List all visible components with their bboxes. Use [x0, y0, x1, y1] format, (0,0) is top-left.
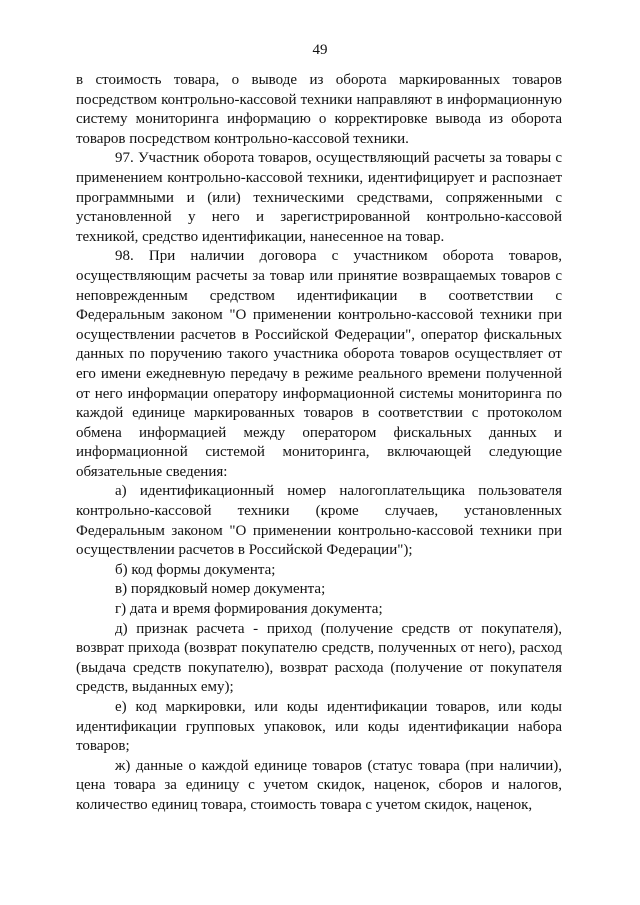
paragraph-98: 98. При наличии договора с участником оборота товаров, осуществляющим расчеты за товар или принятие возвращаемых товаров с неповрежденным средством идентификации в соответствии с Федеральным законом "О применении контрольно-кассовой техники при осуществлении расчетов в Российской Федерации", оператор фискальных данных по поручению такого участника оборота товаров осуществляет от его имени ежедневную передачу в режиме реального времени полученной от него информации оператору информационной системы мониторинга по каждой единице маркированных товаров в соответствии с протоколом обмена информацией между оператором фискальных данных и информационной системой мониторинга, включающей следующие обязательные сведения: — [76, 248, 562, 480]
list-item-v: в) порядковый номер документа; — [115, 581, 326, 598]
page-number: 49 — [312, 42, 328, 58]
list-item-b: б) код формы документа; — [115, 561, 276, 578]
list-item-e: е) код маркировки, или коды идентификации товаров, или коды идентификации групповых упаковок, или коды идентификации набора товаров; — [76, 699, 562, 755]
paragraph-97: 97. Участник оборота товаров, осуществляющий расчеты за товары с применением контрольно-кассовой техники, идентифицирует и распознает программными и (или) техническими средствами, сопряженными с установленной у него и зарегистрированной контрольно-кассовой техникой, средство идентификации, нанесенное на товар. — [76, 150, 562, 245]
paragraph-continuation: в стоимость товара, о выводе из оборота маркированных товаров посредством контрольно-кассовой техники направляют в информационную систему мониторинга информацию о корректировке вывода из оборота товаров посредством контрольно-кассовой техники. — [76, 72, 562, 147]
list-item-d: д) признак расчета - приход (получение средств от покупателя), возврат прихода (возврат покупателю средств, полученных от него), расход (выдача средств покупателю), возврат расхода (получение от покупателя средств, выданных ему); — [76, 620, 562, 696]
list-item-a: а) идентификационный номер налогоплательщика пользователя контрольно-кассовой техники (кроме случаев, установленных Федеральным законом "О применении контрольно-кассовой техники при осуществлении расчетов в Российской Федерации"); — [76, 483, 562, 559]
list-item-zh: ж) данные о каждой единице товаров (статус товара (при наличии), цена товара за единицу с учетом скидок, наценок, сборов и налогов, количество единиц товара, стоимость товара с учетом скидок, наценок, — [76, 757, 562, 813]
list-item-g: г) дата и время формирования документа; — [115, 601, 383, 618]
document-body — [76, 71, 562, 816]
